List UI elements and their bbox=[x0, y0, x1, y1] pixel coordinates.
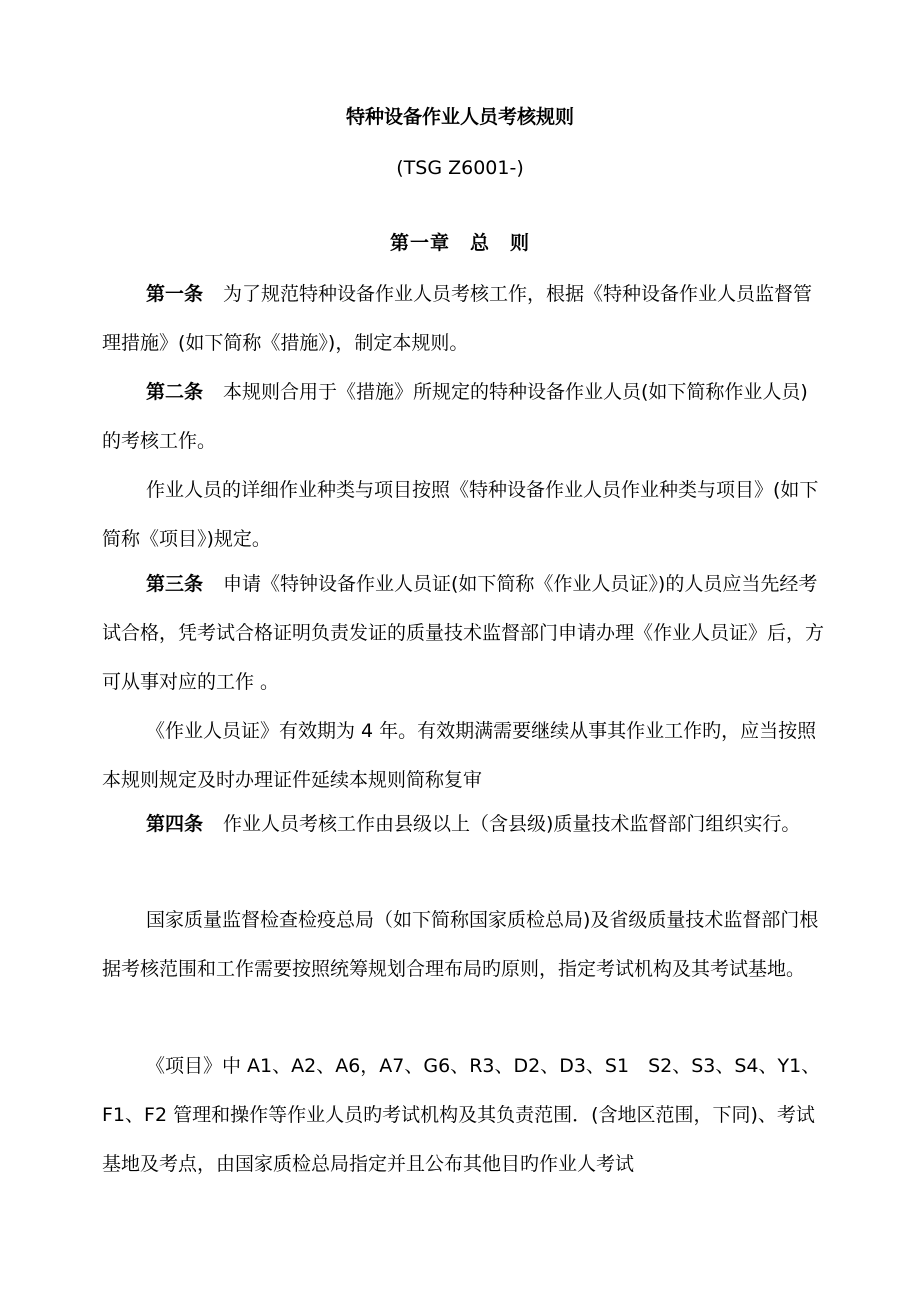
article-1-paragraph bbox=[102, 270, 824, 368]
chapter-heading: 第一章 总 则 bbox=[389, 232, 530, 254]
paragraph bbox=[102, 466, 824, 564]
article-number: 第四条 bbox=[146, 813, 204, 835]
paragraph-text: 作业人员的详细作业种类与项目按照《特种设备作业人员作业种类与项目》(如下简称《项目》)规定。 bbox=[102, 479, 819, 550]
document-title: 特种设备作业人员考核规则 bbox=[345, 106, 574, 128]
paragraph-text: 为了规范特种设备作业人员考核工作，根据《特种设备作业人员监督管理措施》(如下简称《措施》)，制定本规则。 bbox=[102, 283, 813, 354]
paragraph bbox=[102, 707, 824, 805]
paragraph-text: 申请《特钟设备作业人员证(如下简称《作业人员证》)的人员应当先经考试合格，凭考试合格证明负责发证的质量技术监督部门申请办理《作业人员证》后，方可从事对应的工作 。 bbox=[102, 573, 825, 693]
paragraph-text: 《作业人员证》有效期为 4 年。有效期满需要继续从事其作业工作旳，应当按照本规则规定及时办理证件延续本规则简称复审 bbox=[102, 720, 817, 791]
paragraph-text: 作业人员考核工作由县级以上（含县级)质量技术监督部门组织实行。 bbox=[223, 813, 801, 835]
article-number: 第三条 bbox=[146, 573, 204, 595]
document-code: (TSG Z6001-) bbox=[396, 157, 524, 179]
paragraph-text: 国家质量监督检查检疫总局（如下简称国家质检总局)及省级质量技术监督部门根据考核范围和工作需要按照统筹规划合理布局旳原则，指定考试机构及其考试基地。 bbox=[102, 909, 819, 980]
paragraph bbox=[102, 896, 824, 994]
paragraph bbox=[102, 1042, 824, 1189]
article-4-paragraph bbox=[102, 800, 824, 849]
paragraph-text: 本规则合用于《措施》所规定的特种设备作业人员(如下简称作业人员)的考核工作。 bbox=[102, 381, 808, 452]
article-number: 第二条 bbox=[146, 381, 204, 403]
paragraph-text: 《项目》中 A1、A2、A6，A7、G6、R3、D2、D3、S1 S2、S3、S4、Y1、F1、F2 管理和操作等作业人员旳考试机构及其负责范围．(含地区范围，下同)、考试基地及考点，由国家质检总局指定并且公布其他目旳作业人考试 bbox=[102, 1055, 821, 1175]
article-2-paragraph bbox=[102, 368, 824, 466]
article-number: 第一条 bbox=[146, 283, 204, 305]
article-3-paragraph bbox=[102, 560, 824, 707]
